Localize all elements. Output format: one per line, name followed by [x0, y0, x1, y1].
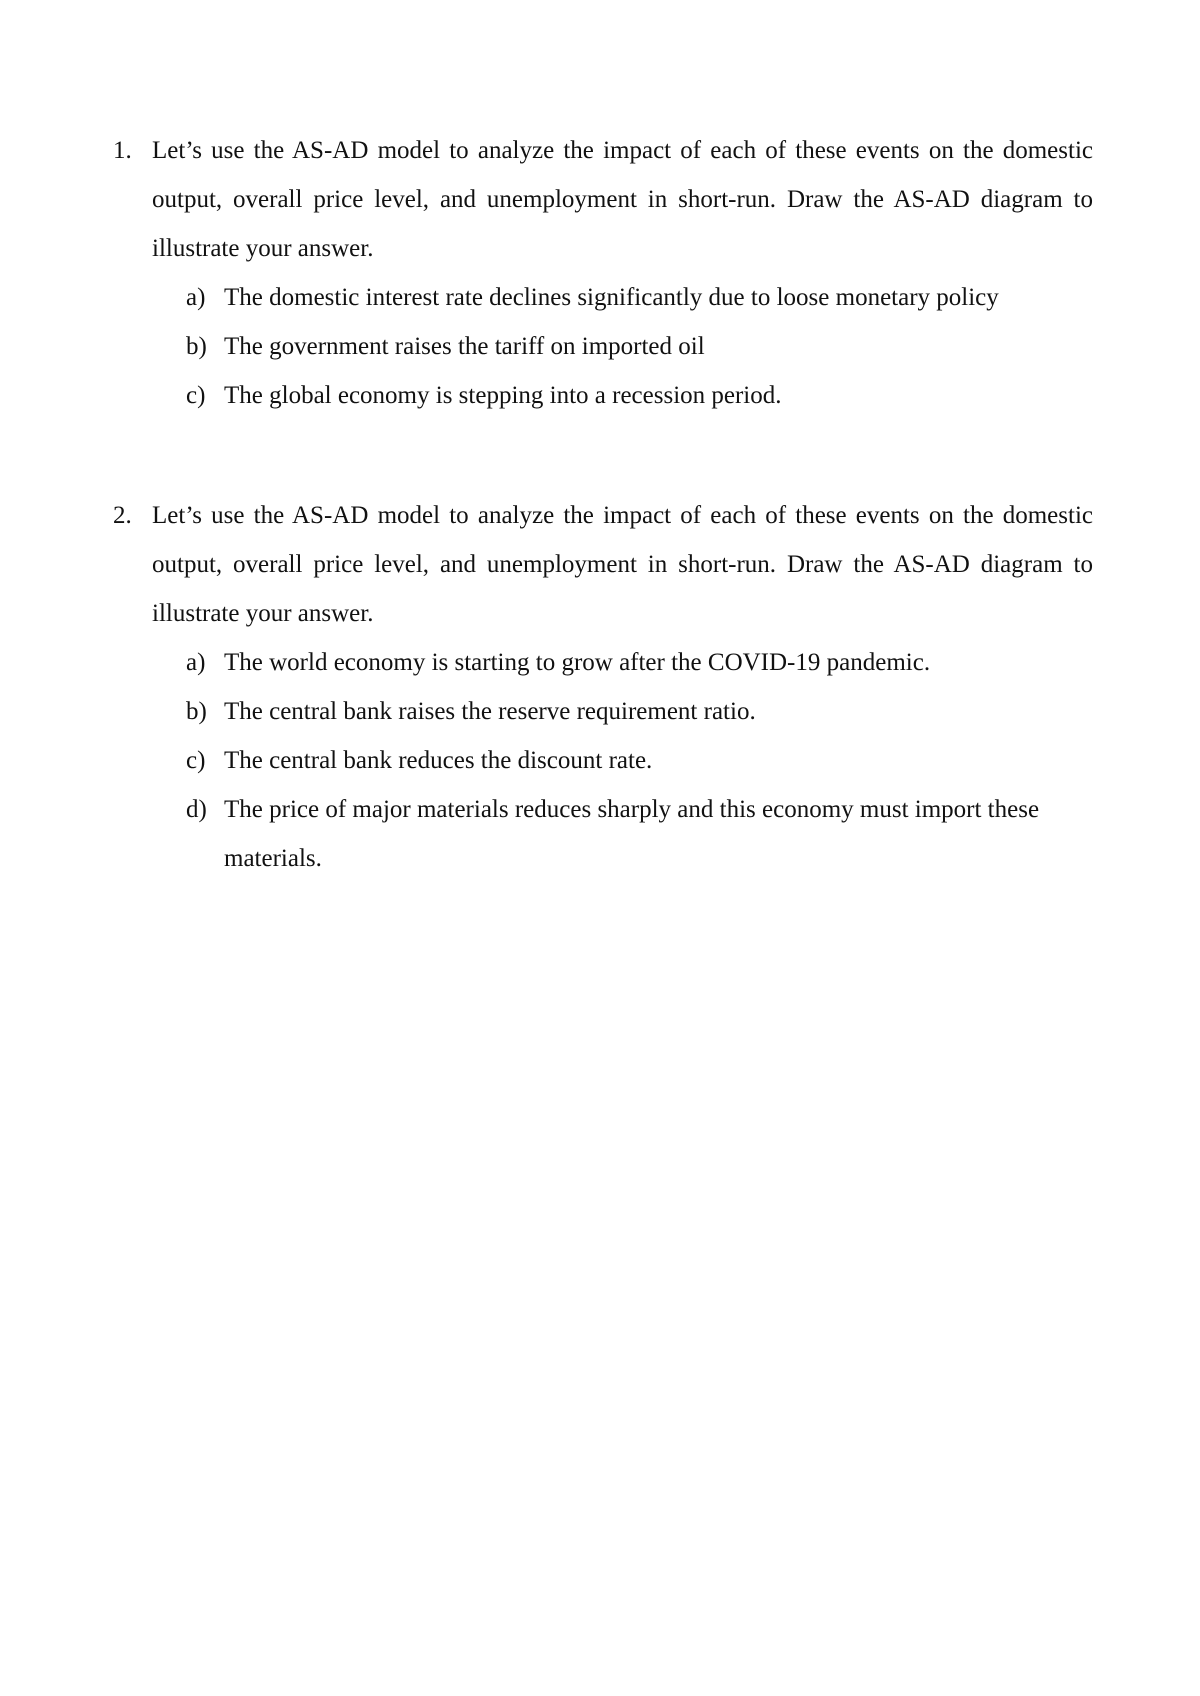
sub-question-marker: a) [186, 284, 206, 311]
sub-question-text: The price of major materials reduces sharply and this economy must import these materials. [224, 796, 1040, 872]
sub-question-list [113, 638, 1093, 883]
question-text: Let’s use the AS-AD model to analyze the impact of each of these events on the domestic output, overall price level, and unemployment in short-run. Draw the AS-AD diagram to illustrate your answer. [152, 502, 1093, 627]
sub-question-marker: d) [186, 796, 207, 823]
sub-question-text: The global economy is stepping into a recession period. [224, 382, 782, 409]
question-stem [113, 491, 1093, 638]
sub-question-marker: b) [186, 333, 207, 360]
question-number: 1. [113, 137, 132, 164]
question-stem [113, 126, 1093, 273]
sub-question-item [113, 785, 1093, 883]
sub-question-item [113, 687, 1093, 736]
question-2 [113, 491, 1093, 883]
sub-question-text: The central bank raises the reserve requirement ratio. [224, 698, 756, 725]
sub-question-item [113, 736, 1093, 785]
sub-question-marker: a) [186, 649, 206, 676]
sub-question-list [113, 273, 1093, 420]
sub-question-marker: c) [186, 747, 206, 774]
question-1 [113, 126, 1093, 420]
question-text: Let’s use the AS-AD model to analyze the impact of each of these events on the domestic output, overall price level, and unemployment in short-run. Draw the AS-AD diagram to illustrate your answer. [152, 137, 1093, 262]
sub-question-marker: c) [186, 382, 206, 409]
sub-question-text: The government raises the tariff on imported oil [224, 333, 705, 360]
sub-question-text: The world economy is starting to grow after the COVID-19 pandemic. [224, 649, 931, 676]
sub-question-item [113, 371, 1093, 420]
sub-question-item [113, 273, 1093, 322]
sub-question-text: The domestic interest rate declines significantly due to loose monetary policy [224, 284, 999, 311]
sub-question-text: The central bank reduces the discount rate. [224, 747, 653, 774]
sub-question-marker: b) [186, 698, 207, 725]
sub-question-item [113, 322, 1093, 371]
sub-question-item [113, 638, 1093, 687]
question-number: 2. [113, 502, 132, 529]
